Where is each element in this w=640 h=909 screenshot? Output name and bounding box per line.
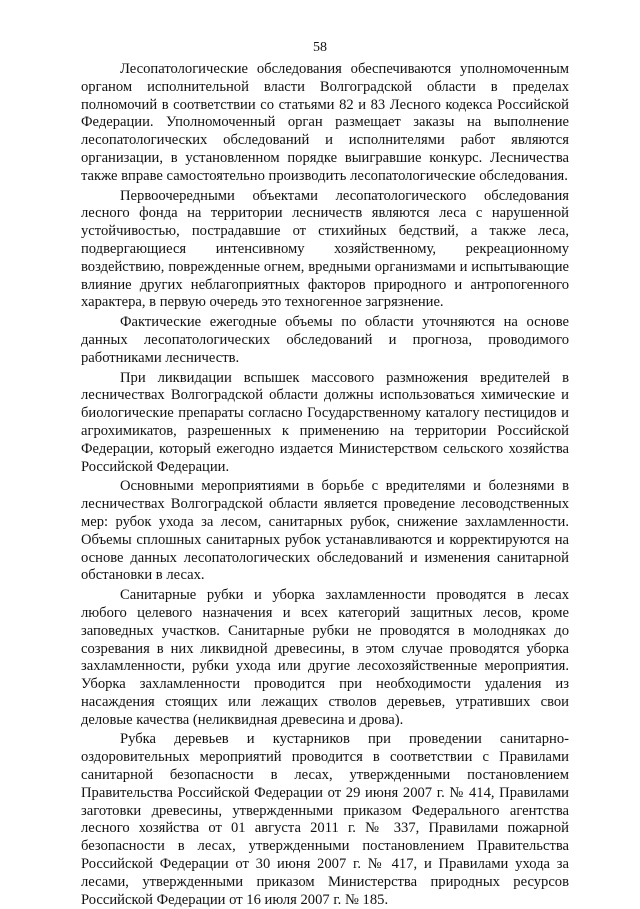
paragraph-lesopathological-surveys: Лесопатологические обследования обеспечиваются уполномоченным органом исполнительной власти Волгоградской области в пределах полномочий в соответствии со статьями 82 и 83 Лесного кодекса Российской Федерации. Уполномоченный орган размещает заказы на выполнение лесопатологических обследований и исполнителями работ являются организации, в установленном порядке выигравшие конкурс. Лесничества также вправе самостоятельно производить лесопатологические обследования. xyxy=(81,61,569,184)
paragraph-sanitary-felling: Санитарные рубки и уборка захламленности проводятся в лесах любого целевого назначения и всех категорий защитных лесов, кроме заповедных участков. Санитарные рубки не проводятся в молодняках до созревания в них ликвидной древесины, в этом случае проводятся уборка захламленности, рубки ухода или другие лесохозяйственные мероприятия. Уборка захламленности проводится при необходимости удаления из насаждения стоящих или лежащих стволов деревьев, утративших свои деловые качества (неликвидная древесина и дрова). xyxy=(81,587,569,728)
page-number: 58 xyxy=(313,40,327,55)
paragraph-main-measures: Основными мероприятиями в борьбе с вредителями и болезнями в лесничествах Волгоградской области является проведение лесоводственных мер: рубок ухода за лесом, санитарных рубок, снижение захламленности. Объемы сплошных санитарных рубок устанавливаются и корректируются на основе данных лесопатологических обследований и изменения санитарной обстановки в лесах. xyxy=(81,478,569,584)
paragraph-felling-rules: Рубка деревьев и кустарников при проведении санитарно-оздоровительных мероприятий проводится в соответствии с Правилами санитарной безопасности в лесах, утвержденными постановлением Правительства Российской Федерации от 29 июня 2007 г. № 414, Правилами заготовки древесины, утвержденными приказом Федерального агентства лесного хозяйства от 01 августа 2011 г. № 337, Правилами пожарной безопасности в лесах, утвержденными постановлением Правительства Российской Федерации от 30 июня 2007 г. № 417, и Правилами ухода за лесами, утвержденными приказом Министерства природных ресурсов Российской Федерации от 16 июля 2007 г. № 185. xyxy=(81,731,569,908)
paragraph-pest-outbreaks: При ликвидации вспышек массового размножения вредителей в лесничествах Волгоградской области должны использоваться химические и биологические препараты согласно Государственному каталогу пестицидов и агрохимикатов, разрешенных к применению на территории Российской Федерации, который ежегодно издается Министерством сельского хозяйства Российской Федерации. xyxy=(81,369,569,475)
document-body xyxy=(81,61,569,909)
paragraph-priority-objects: Первоочередными объектами лесопатологического обследования лесного фонда на территории лесничеств являются леса с нарушенной устойчивостью, пострадавшие от стихийных бедствий, а также леса, подвергающиеся интенсивному хозяйственному, рекреационному воздействию, поврежденные огнем, вредными организмами и испытывающие влияние других неблагоприятных факторов природного и антропогенного характера, в первую очередь это техногенное загрязнение. xyxy=(81,187,569,311)
paragraph-annual-volumes: Фактические ежегодные объемы по области уточняются на основе данных лесопатологических обследований и прогноза, проводимого работниками лесничеств. xyxy=(81,314,569,366)
